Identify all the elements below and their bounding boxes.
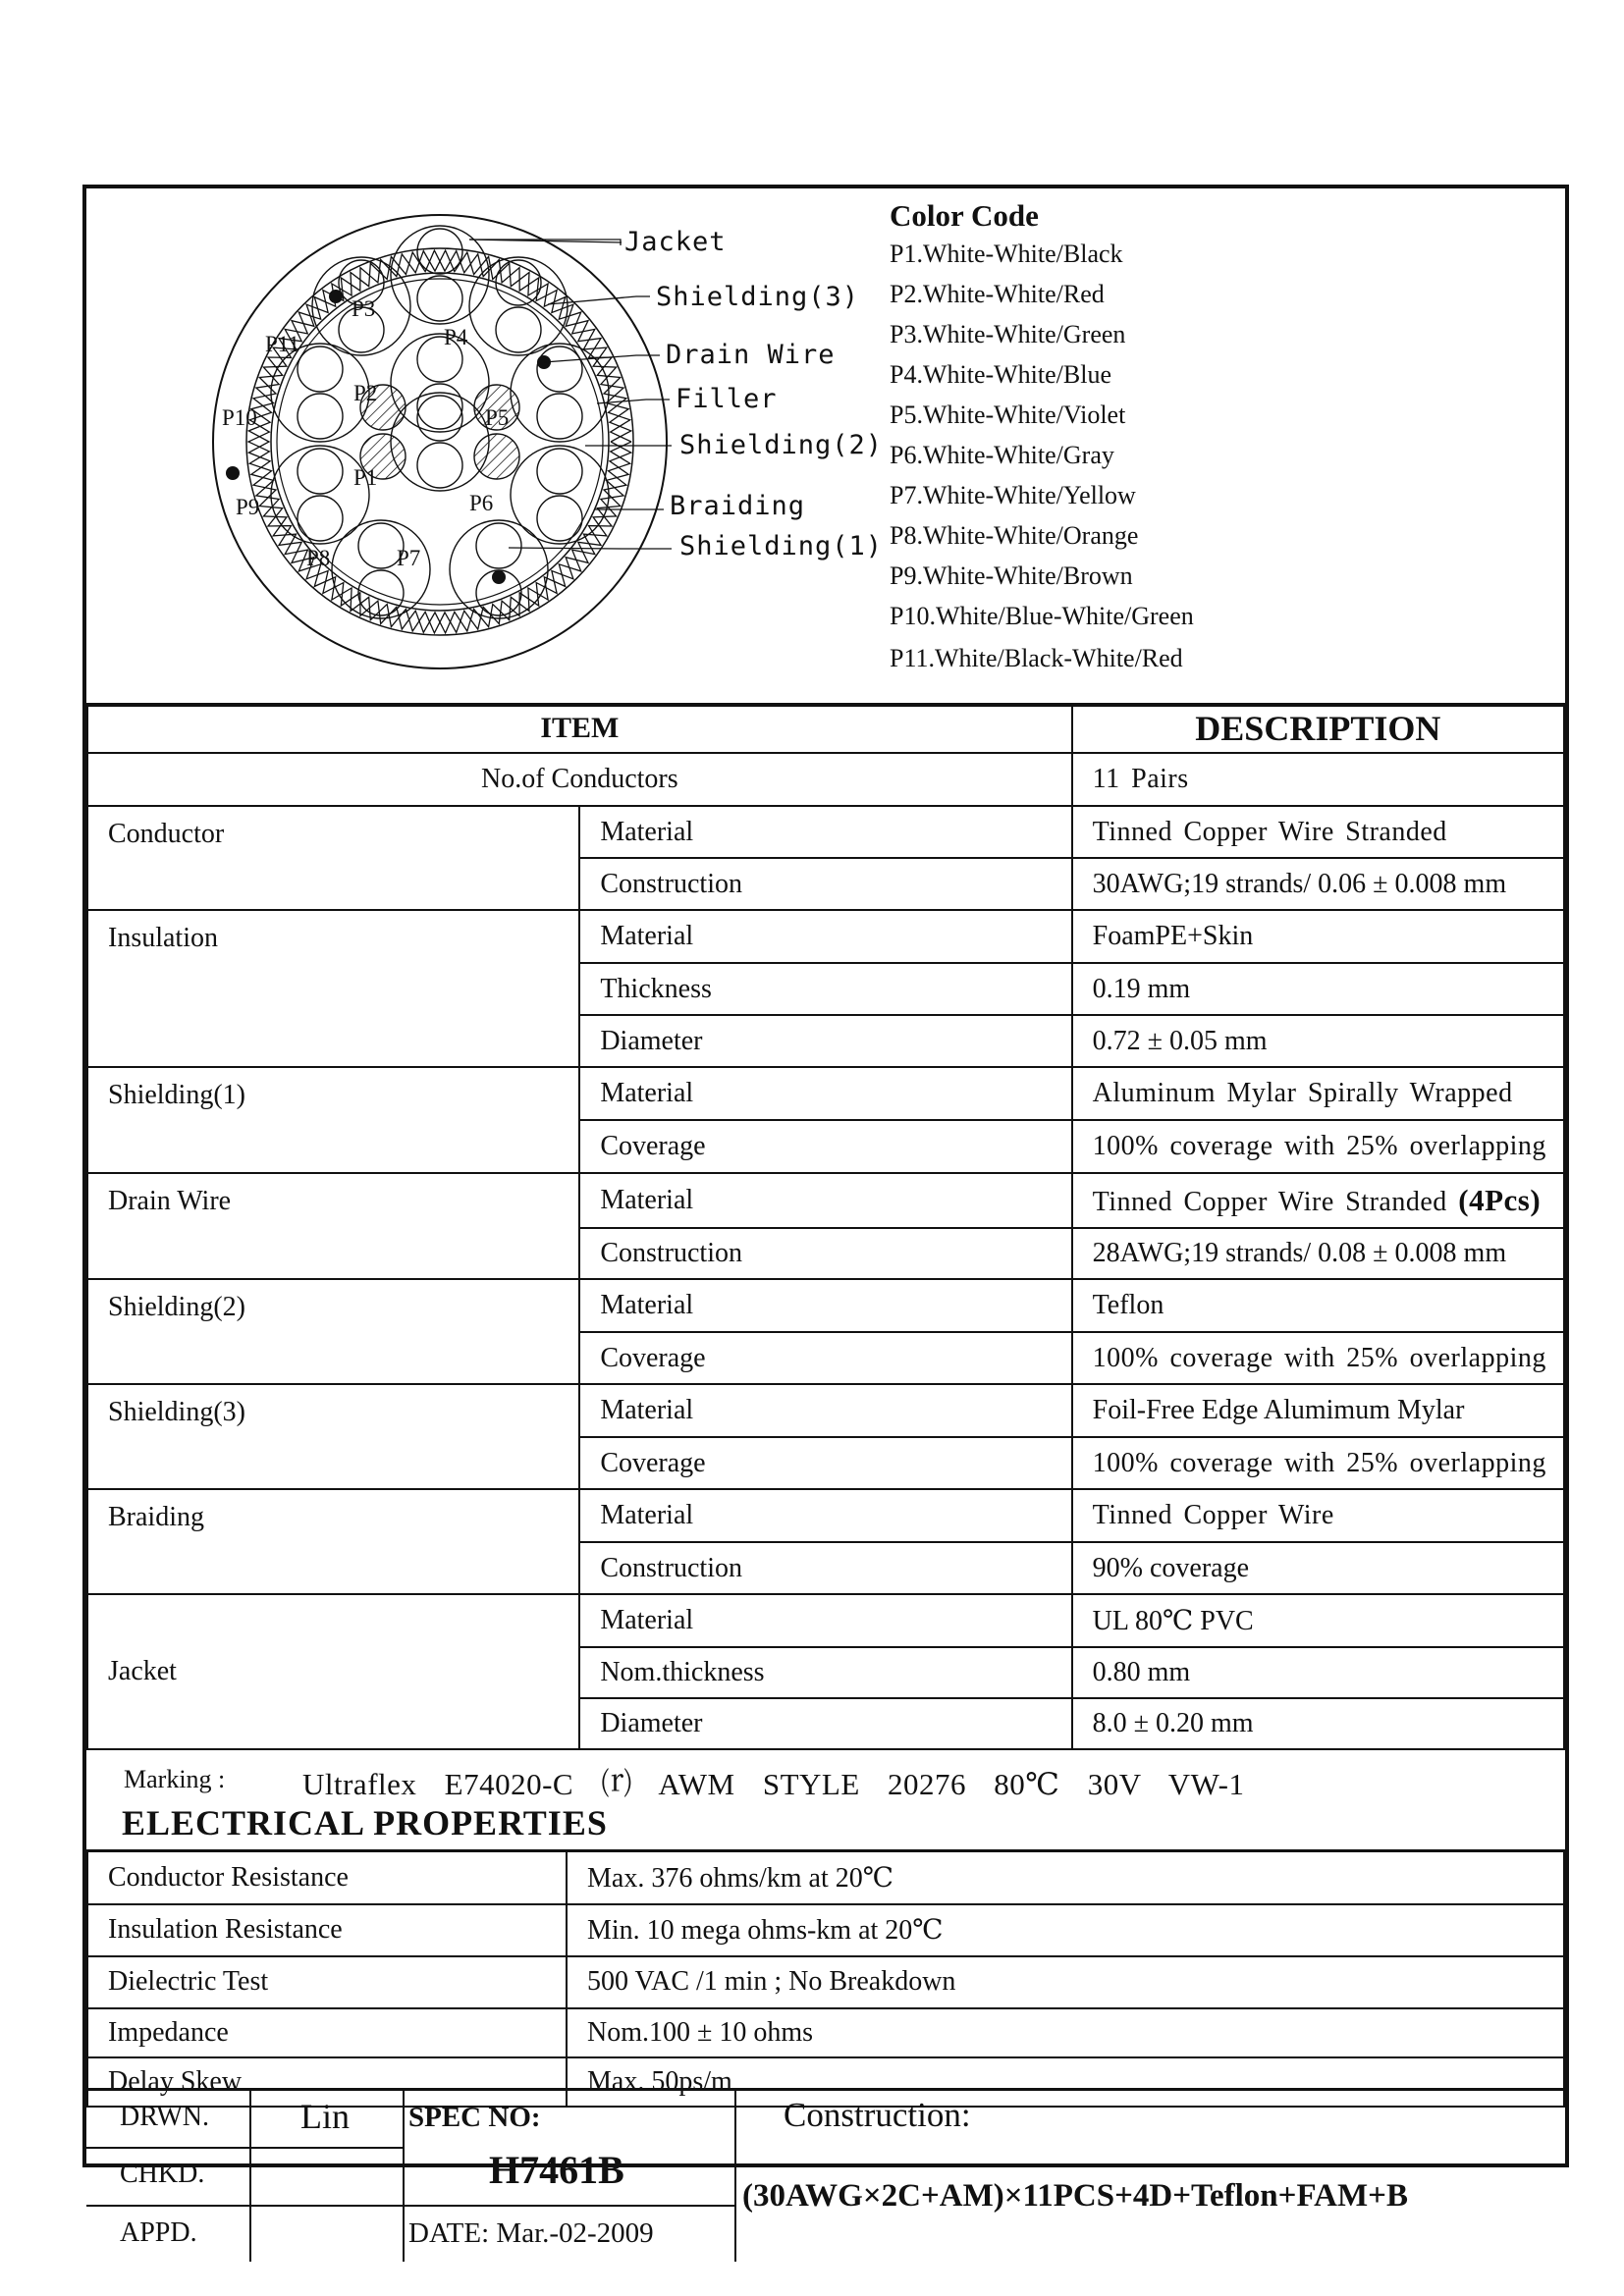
drain-wire-label: Drain Wire — [87, 1173, 579, 1279]
drain-wire-1 — [329, 290, 343, 303]
ep-value: Min. 10 mega ohms-km at 20℃ — [567, 1904, 1564, 1956]
drwn-value: Lin — [300, 2097, 350, 2136]
color-code-item: P9.White-White/Brown — [890, 561, 1133, 590]
drain-wire-4 — [492, 570, 506, 584]
date-value: DATE: Mar.-02-2009 — [408, 2217, 654, 2249]
shielding2-coverage-value: 100% coverage with 25% overlapping — [1072, 1332, 1564, 1384]
jacket-material-value: UL 80℃ PVC — [1072, 1594, 1564, 1647]
shielding2-material-value: Teflon — [1072, 1279, 1564, 1332]
header-description: DESCRIPTION — [1072, 704, 1564, 753]
shielding1-material-label: Material — [579, 1067, 1071, 1120]
electrical-properties-table — [86, 1849, 1565, 2108]
drain-wire-material-text: Tinned Copper Wire Stranded — [1092, 1187, 1447, 1217]
drain-wire-3 — [226, 466, 240, 480]
pair-label-p4: P4 — [444, 325, 468, 349]
appd-label: APPD. — [120, 2217, 197, 2248]
color-code-item: P6.White-White/Gray — [890, 441, 1114, 469]
color-code-item: P11.White/Black-White/Red — [890, 644, 1183, 672]
construction-label: Construction: — [784, 2096, 971, 2134]
color-code-item: P5.White-White/Violet — [890, 400, 1126, 429]
insulation-material-value: FoamPE+Skin — [1072, 910, 1564, 963]
marking-label: Marking : — [124, 1765, 226, 1793]
spec-no-label: SPEC NO: — [408, 2102, 541, 2133]
drain-wire-material-label: Material — [579, 1173, 1071, 1228]
drain-wire-material-note: (4Pcs) — [1458, 1183, 1542, 1217]
color-code-item: P2.White-White/Red — [890, 280, 1105, 308]
pair-2 — [391, 334, 489, 432]
shielding3-label: Shielding(3) — [87, 1384, 579, 1489]
spec-no-value: H7461B — [489, 2148, 624, 2192]
drain-wire-construction-label: Construction — [579, 1228, 1071, 1279]
ep-value: Max. 50ps/m — [567, 2057, 1564, 2107]
insulation-material-label: Material — [579, 910, 1071, 963]
pair-label-p9: P9 — [236, 495, 260, 519]
braiding-construction-label: Construction — [579, 1542, 1071, 1594]
pair-label-p11: P11 — [265, 332, 299, 356]
shielding2-label: Shielding(2) — [87, 1279, 579, 1384]
jacket-diameter-value: 8.0 ± 0.20 mm — [1072, 1698, 1564, 1749]
pair-label-p8: P8 — [306, 546, 331, 570]
drain-wire-construction-value: 28AWG;19 strands/ 0.08 ± 0.008 mm — [1072, 1228, 1564, 1279]
shielding2-material-label: Material — [579, 1279, 1071, 1332]
label-braiding: Braiding — [670, 491, 806, 521]
shielding1-coverage-value: 100% coverage with 25% overlapping — [1072, 1120, 1564, 1173]
braiding-label: Braiding — [87, 1489, 579, 1594]
spec-sheet — [82, 185, 1569, 2249]
jacket-thickness-label: Nom.thickness — [579, 1647, 1071, 1698]
label-drain-wire: Drain Wire — [666, 340, 836, 370]
electrical-properties-title: ELECTRICAL PROPERTIES — [122, 1803, 608, 1842]
specification-table — [86, 703, 1565, 1750]
marking-text: Ultraflex E74020-C ⒭ AWM STYLE 20276 80℃ 30V VW-1 — [302, 1767, 1245, 1801]
ep-label: Delay Skew — [87, 2057, 567, 2107]
color-code-item: P4.White-White/Blue — [890, 360, 1112, 389]
color-code-title: Color Code — [890, 198, 1039, 233]
shielding3-material-label: Material — [579, 1384, 1071, 1437]
jacket-thickness-value: 0.80 mm — [1072, 1647, 1564, 1698]
insulation-diameter-label: Diameter — [579, 1015, 1071, 1067]
pair-label-p1: P1 — [353, 465, 378, 490]
shielding1-coverage-label: Coverage — [579, 1120, 1071, 1173]
pair-label-p10: P10 — [222, 405, 257, 430]
marking-row — [86, 1751, 1565, 1806]
ep-value: Nom.100 ± 10 ohms — [567, 2008, 1564, 2057]
pair-7 — [450, 520, 548, 618]
shielding3-coverage-label: Coverage — [579, 1437, 1071, 1489]
color-code-item: P8.White-White/Orange — [890, 521, 1139, 550]
ep-value: Max. 376 ohms/km at 20℃ — [567, 1851, 1564, 1904]
color-code-item: P3.White-White/Green — [890, 320, 1126, 348]
no-of-conductors-label: No.of Conductors — [87, 753, 1072, 806]
cable-diagram-section — [86, 188, 1565, 707]
color-code-item: P10.White/Blue-White/Green — [890, 602, 1194, 630]
shielding2-coverage-label: Coverage — [579, 1332, 1071, 1384]
drain-wire-material-value — [1072, 1173, 1564, 1228]
pair-label-p3: P3 — [352, 296, 376, 321]
label-filler: Filler — [676, 384, 778, 414]
conductor-material-value: Tinned Copper Wire Stranded — [1072, 806, 1564, 858]
ep-label: Conductor Resistance — [87, 1851, 567, 1904]
braiding-material-label: Material — [579, 1489, 1071, 1542]
pair-label-p7: P7 — [397, 546, 421, 570]
insulation-diameter-value: 0.72 ± 0.05 mm — [1072, 1015, 1564, 1067]
ep-label: Dielectric Test — [87, 1956, 567, 2008]
jacket-label: Jacket — [87, 1594, 579, 1749]
shielding3-coverage-value: 100% coverage with 25% overlapping — [1072, 1437, 1564, 1489]
filler-4 — [474, 434, 519, 479]
braiding-construction-value: 90% coverage — [1072, 1542, 1564, 1594]
header-item: ITEM — [87, 704, 1072, 753]
conductor-material-label: Material — [579, 806, 1071, 858]
ep-label: Insulation Resistance — [87, 1904, 567, 1956]
label-jacket: Jacket — [624, 227, 727, 257]
label-shielding3: Shielding(3) — [656, 282, 860, 312]
conductor-label: Conductor — [87, 806, 579, 910]
chkd-label: CHKD. — [120, 2159, 205, 2189]
title-block — [86, 2088, 1565, 2262]
color-code-item: P1.White-White/Black — [890, 240, 1123, 268]
conductor-construction-value: 30AWG;19 strands/ 0.06 ± 0.008 mm — [1072, 858, 1564, 910]
no-of-conductors-value: 11 Pairs — [1072, 753, 1564, 806]
ep-label: Impedance — [87, 2008, 567, 2057]
jacket-material-label: Material — [579, 1594, 1071, 1647]
braiding-material-value: Tinned Copper Wire — [1072, 1489, 1564, 1542]
label-shielding1: Shielding(1) — [679, 531, 884, 561]
construction-value: (30AWG×2C+AM)×11PCS+4D+Teflon+FAM+B — [742, 2178, 1408, 2214]
ep-value: 500 VAC /1 min ; No Breakdown — [567, 1956, 1564, 2008]
shielding1-material-value: Aluminum Mylar Spirally Wrapped — [1072, 1067, 1564, 1120]
drwn-label: DRWN. — [120, 2102, 209, 2132]
shielding1-label: Shielding(1) — [87, 1067, 579, 1173]
shielding3-material-value: Foil-Free Edge Alumimum Mylar — [1072, 1384, 1564, 1437]
pair-label-p2: P2 — [353, 381, 378, 405]
conductor-construction-label: Construction — [579, 858, 1071, 910]
pair-label-p6: P6 — [469, 491, 494, 515]
jacket-diameter-label: Diameter — [579, 1698, 1071, 1749]
insulation-thickness-label: Thickness — [579, 963, 1071, 1015]
cable-cross-section-diagram — [86, 188, 1565, 703]
color-code-item: P7.White-White/Yellow — [890, 481, 1136, 509]
pair-label-p5: P5 — [485, 405, 510, 430]
insulation-thickness-value: 0.19 mm — [1072, 963, 1564, 1015]
label-shielding2: Shielding(2) — [679, 430, 884, 460]
insulation-label: Insulation — [87, 910, 579, 1067]
